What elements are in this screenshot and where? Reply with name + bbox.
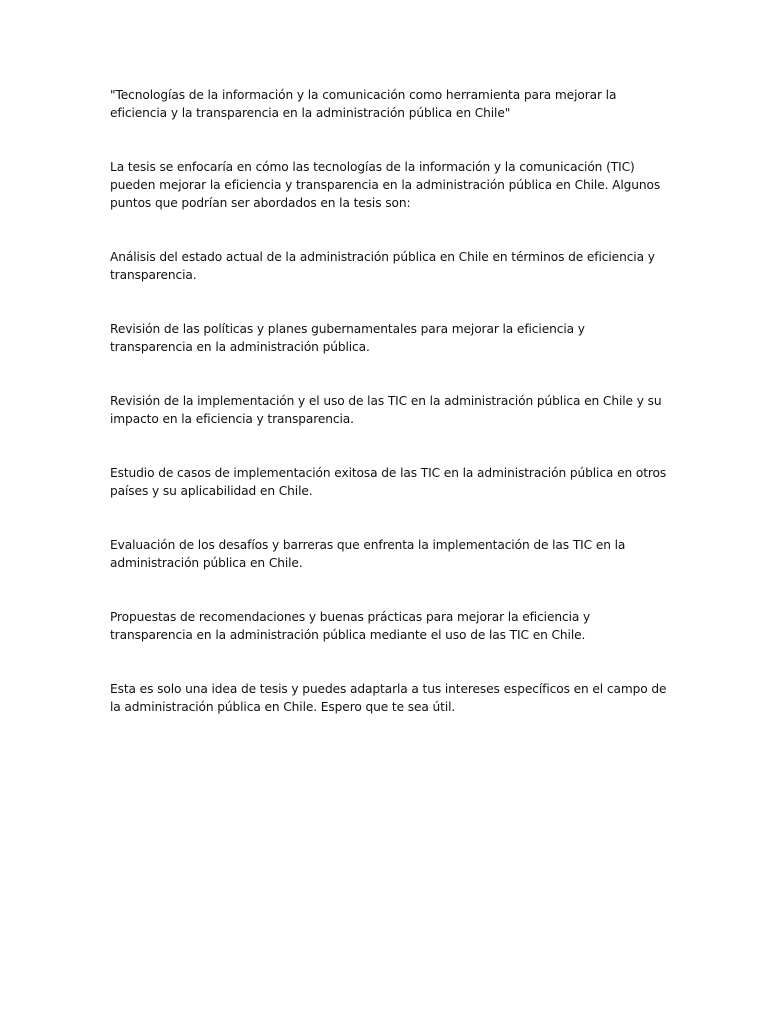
closing-paragraph: Esta es solo una idea de tesis y puedes adaptarla a tus intereses específicos en el campo de la administración pública en Chile. Espero que te sea útil. [110,682,667,714]
paragraph-gap [110,284,668,320]
point-paragraph-6: Propuestas de recomendaciones y buenas prácticas para mejorar la eficiencia y transparencia en la administración pública mediante el uso de las TIC en Chile. [110,610,591,642]
paragraph-gap [110,212,668,248]
paragraph-gap [110,122,668,158]
paragraph-gap [110,572,668,608]
intro-paragraph: La tesis se enfocaría en cómo las tecnologías de la información y la comunicación (TIC) pueden mejorar la eficiencia y transparencia en la administración pública en Chile. Algunos puntos que podrían ser abordados en la tesis son: [110,160,661,210]
paragraph-gap [110,644,668,680]
point-paragraph-2: Revisión de las políticas y planes gubernamentales para mejorar la eficiencia y transparencia en la administración pública. [110,322,585,354]
paragraph-gap [110,428,668,464]
point-paragraph-3: Revisión de la implementación y el uso de las TIC en la administración pública en Chile y su impacto en la eficiencia y transparencia. [110,394,662,426]
document-title: "Tecnologías de la información y la comunicación como herramienta para mejorar la eficiencia y la transparencia en la administración pública en Chile" [110,88,617,120]
paragraph-gap [110,500,668,536]
point-paragraph-4: Estudio de casos de implementación exitosa de las TIC en la administración pública en otros países y su aplicabilidad en Chile. [110,466,667,498]
point-paragraph-1: Análisis del estado actual de la administración pública en Chile en términos de eficiencia y transparencia. [110,250,655,282]
point-paragraph-5: Evaluación de los desafíos y barreras que enfrenta la implementación de las TIC en la administración pública en Chile. [110,538,626,570]
paragraph-gap [110,356,668,392]
